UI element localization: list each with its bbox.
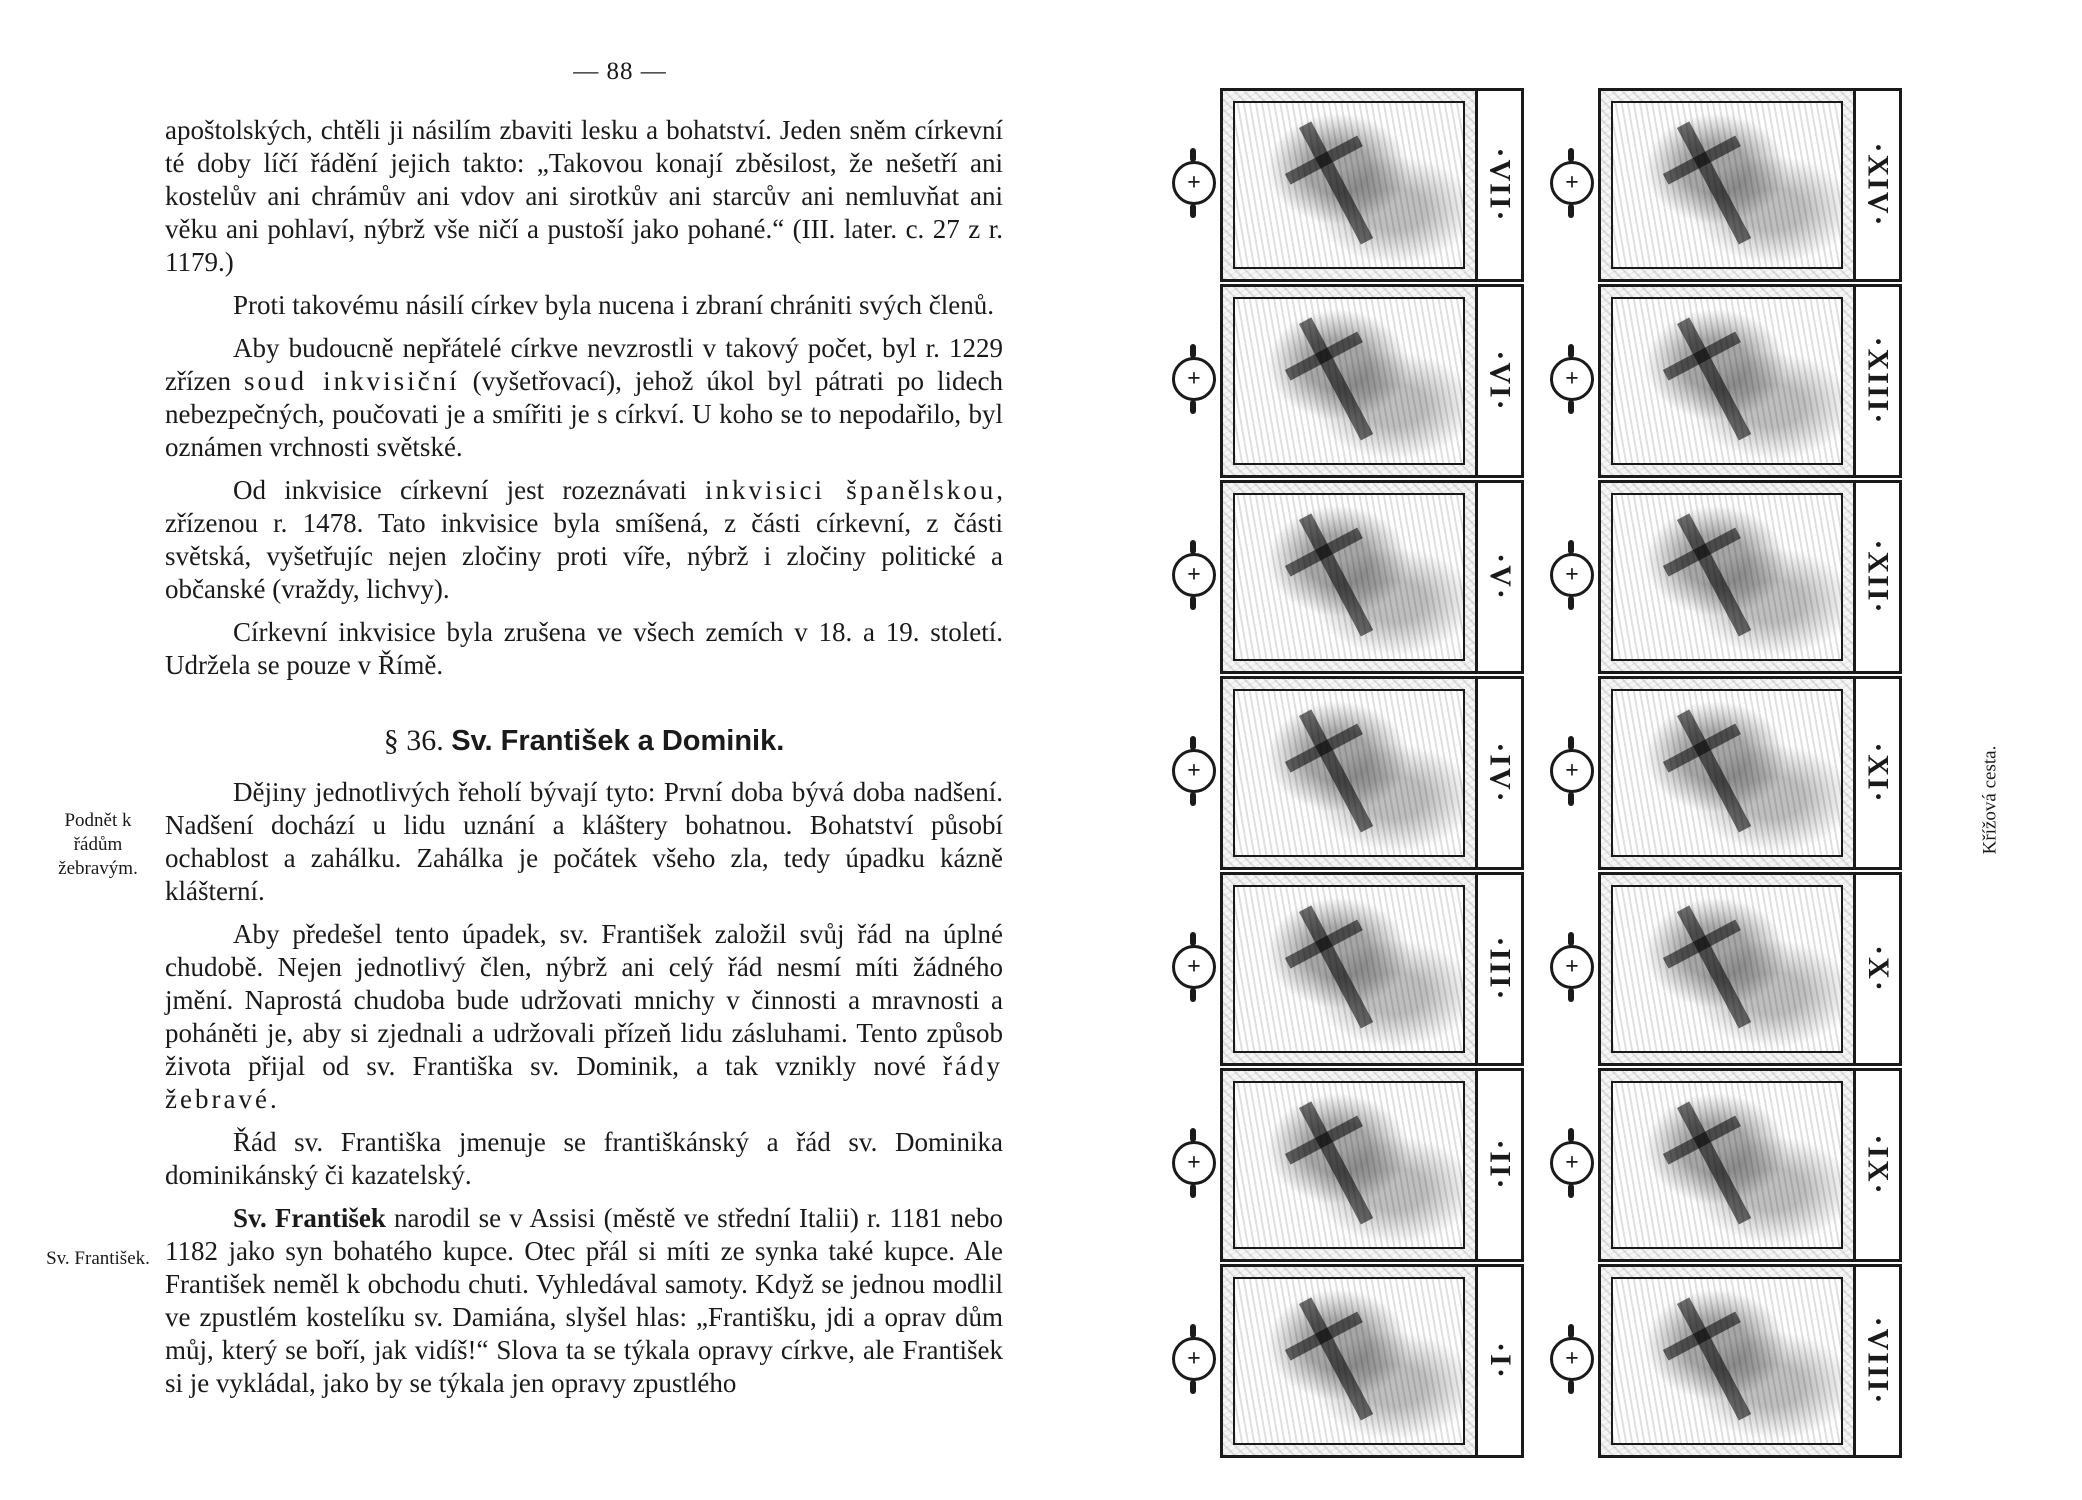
caption-text: Křížová cesta. xyxy=(1979,745,2001,855)
station-panel xyxy=(1550,872,1902,1068)
station-numeral: ·I· xyxy=(1483,1342,1517,1380)
station-numeral: ·XI· xyxy=(1861,742,1895,804)
station-numeral: ·VIII· xyxy=(1861,1316,1895,1406)
cross-medallion-icon: + xyxy=(1172,1128,1216,1198)
paragraph xyxy=(165,332,1003,464)
station-engraving xyxy=(1220,872,1478,1066)
station-engraving xyxy=(1220,1068,1478,1262)
cross-medallion-icon: + xyxy=(1172,148,1216,218)
text-run: , zřízenou r. 1478. Tato inkvisice byla smíšená, z části církevní, z části světská, vyšetřujíc nejen zločiny proti víře, nýbrž i zločiny politické a občanské (vraždy, lichvy). xyxy=(165,475,1003,604)
station-panel xyxy=(1550,1068,1902,1264)
section-number: § 36. xyxy=(383,724,444,757)
station-panel xyxy=(1550,480,1902,676)
station-panel xyxy=(1550,88,1902,284)
station-panel xyxy=(1172,676,1524,872)
station-engraving xyxy=(1220,480,1478,674)
station-engraving xyxy=(1598,872,1856,1066)
station-panel xyxy=(1172,284,1524,480)
station-engraving xyxy=(1598,88,1856,282)
text-run: Od inkvisice církevní jest rozeznávati xyxy=(233,475,687,505)
cross-medallion-icon: + xyxy=(1550,1128,1594,1198)
left-page xyxy=(0,0,1040,1500)
cross-medallion-icon: + xyxy=(1172,344,1216,414)
station-panel xyxy=(1172,872,1524,1068)
figure-caption xyxy=(1960,700,2020,900)
emphasis-spaced: soud inkvisiční xyxy=(244,366,460,396)
paragraph xyxy=(165,918,1003,1116)
text-run: Aby budoucně nepřátelé církve nevzrostli v takový počet, byl r. 1229 zřízen xyxy=(165,333,1003,396)
station-engraving xyxy=(1598,1264,1856,1458)
paragraph xyxy=(165,1202,1003,1400)
station-numeral: ·XII· xyxy=(1861,539,1895,615)
cross-medallion-icon: + xyxy=(1550,344,1594,414)
section-title: Sv. František a Dominik. xyxy=(451,725,785,757)
station-panel xyxy=(1550,284,1902,480)
paragraph: Dějiny jednotlivých řeholí bývají tyto: První doba bývá doba nadšení. Nadšení dochází u lidu uznání a kláštery bohatnou. Bohatství působí ochablost a zahálku. Zahálka je počátek všeho zla, tedy úpadku kázně klášterní. xyxy=(165,777,1003,906)
cross-medallion-icon: + xyxy=(1172,736,1216,806)
paragraph: Řád sv. Františka jmenuje se františkánský a řád sv. Dominika dominikánský či kazatelský. xyxy=(165,1127,1003,1190)
station-numeral: ·III· xyxy=(1483,936,1517,1002)
station-numeral: ·IV· xyxy=(1483,742,1517,804)
station-numeral: ·XIV· xyxy=(1861,142,1895,228)
body-text xyxy=(165,114,1003,1410)
station-numeral: ·IX· xyxy=(1861,1134,1895,1196)
margin-note-sv-frantisek: Sv. František. xyxy=(46,1248,150,1269)
station-engraving xyxy=(1220,88,1478,282)
station-numeral: ·VII· xyxy=(1483,147,1517,223)
station-panel xyxy=(1550,1264,1902,1460)
paragraph: Proti takovému násilí církev byla nucena i zbraní chrániti svých členů. xyxy=(233,290,995,320)
section-heading xyxy=(165,724,1003,758)
cross-medallion-icon: + xyxy=(1550,932,1594,1002)
station-engraving xyxy=(1220,676,1478,870)
station-engraving xyxy=(1220,1264,1478,1458)
station-panel xyxy=(1172,480,1524,676)
cross-medallion-icon: + xyxy=(1172,1324,1216,1394)
cross-medallion-icon: + xyxy=(1550,736,1594,806)
right-page-stations-of-the-cross xyxy=(1150,0,2082,1500)
text-run: Aby předešel tento úpadek, sv. František založil svůj řád na úplné chudobě. Nejen jednotlivý člen, nýbrž ani celý řád nesmí míti žádného jmění. Naprostá chudoba bude udržovati mnichy v činnosti a mravnosti a poháněti je, aby si zjednali a udržovali přízeň lidu zásluhami. Tento způsob života přijal od sv. Františka sv. Dominik, a tak vznikly nové xyxy=(165,919,1003,1081)
station-engraving xyxy=(1220,284,1478,478)
station-numeral: ·V· xyxy=(1483,553,1517,601)
station-numeral: ·XIII· xyxy=(1861,336,1895,426)
text-run: . xyxy=(269,1084,277,1114)
emphasis-spaced: inkvisici španělskou xyxy=(705,475,997,505)
page-number: — 88 — xyxy=(573,58,667,85)
station-panel xyxy=(1172,88,1524,284)
margin-note-podnet: Podnět k řádům žebravým. xyxy=(58,810,138,879)
station-engraving xyxy=(1598,284,1856,478)
bold-lead: Sv. František xyxy=(233,1203,386,1233)
paragraph: Církevní inkvisice byla zrušena ve všech zemích v 18. a 19. století. Udržela se pouze v Římě. xyxy=(165,617,1003,680)
station-panel xyxy=(1550,676,1902,872)
cross-medallion-icon: + xyxy=(1172,932,1216,1002)
cross-medallion-icon: + xyxy=(1550,148,1594,218)
cross-medallion-icon: + xyxy=(1550,1324,1594,1394)
cross-medallion-icon: + xyxy=(1172,540,1216,610)
station-numeral: ·X· xyxy=(1861,945,1895,993)
station-numeral: ·VI· xyxy=(1483,350,1517,412)
text-run: (vyšetřovací), jehož úkol byl pátrati po lidech nebezpečných, poučovati je a smířiti je s církví. U koho se to nepodařilo, byl oznámen vrchnosti světské. xyxy=(165,366,1004,462)
paragraph: apoštolských, chtěli ji násilím zbaviti lesku a bohatství. Jeden sněm církevní té doby líčí řádění jejich takto: „Takovou konají zběsilost, že nešetří ani kostelův ani chrámův ani vdov ani sirotkův ani starcův ani nemluvňat ani věku ani pohlaví, nýbrž vše ničí a pustoší jako pohané.“ (III. later. c. 27 z r. 1179.) xyxy=(165,115,1003,277)
station-panel xyxy=(1172,1068,1524,1264)
text-run: narodil se v Assisi (městě ve střední Italii) r. 1181 nebo 1182 jako syn bohatého kupce. Otec přál si míti ze synka také kupce. Ale František neměl k obchodu chuti. Vyhledával samoty. Když se jednou modlil ve zpustlém kostelíku sv. Damiána, slyšel hlas: „Františku, jdi a oprav dům můj, který se boří, jak vidíš!“ Slova ta se týkala opravy církve, ale František si je vykládal, jako by se týkala jen opravy zpustlého xyxy=(165,1203,1003,1398)
station-engraving xyxy=(1598,480,1856,674)
paragraph xyxy=(165,474,1003,606)
emphasis-spaced: řády žebravé xyxy=(165,1051,1003,1114)
station-engraving xyxy=(1598,676,1856,870)
cross-medallion-icon: + xyxy=(1550,540,1594,610)
station-numeral: ·II· xyxy=(1483,1139,1517,1191)
station-panel xyxy=(1172,1264,1524,1460)
station-engraving xyxy=(1598,1068,1856,1262)
